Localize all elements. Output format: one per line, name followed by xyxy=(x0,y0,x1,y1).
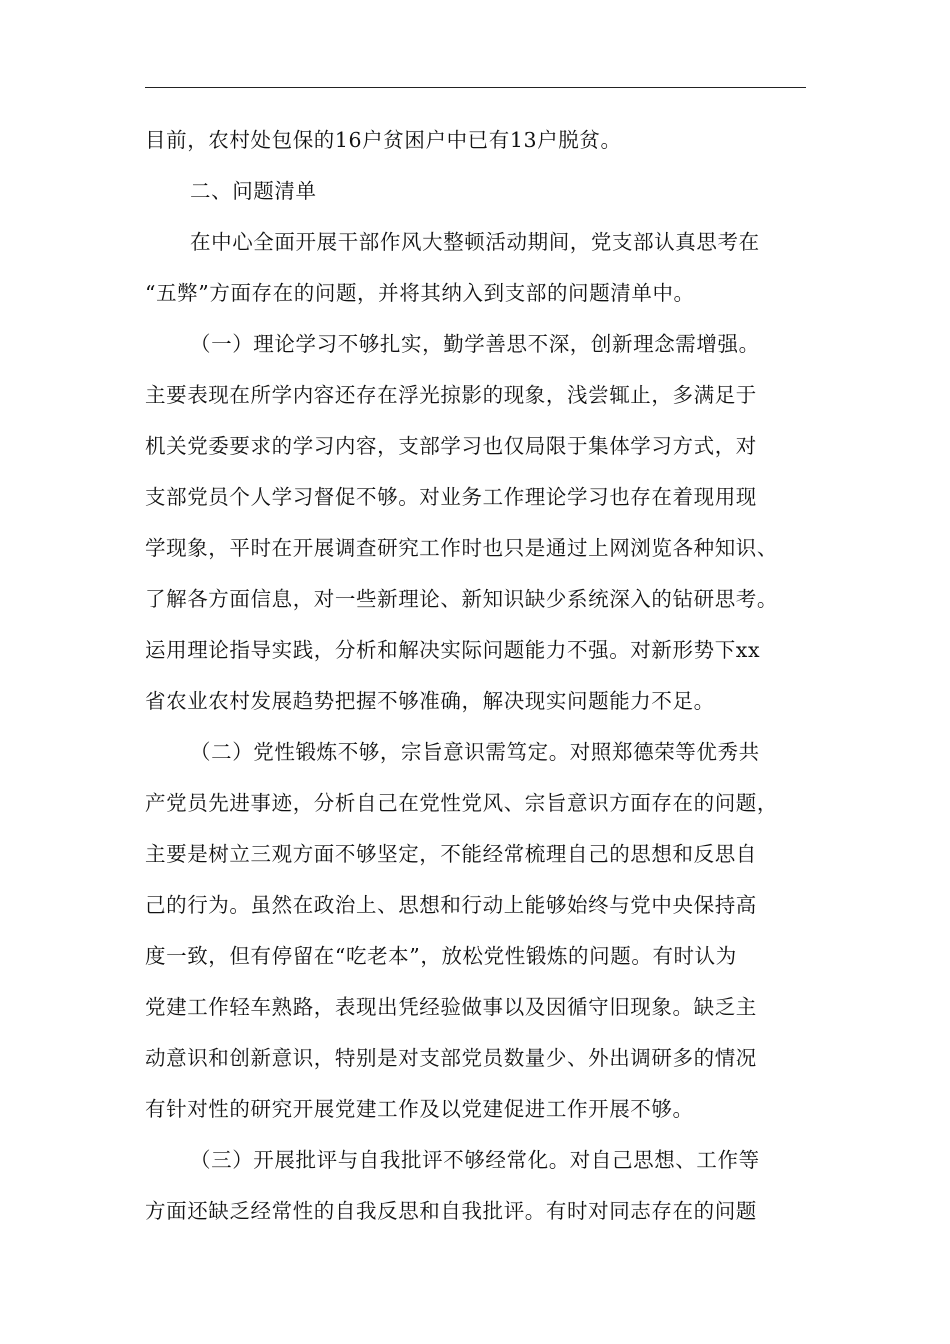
paragraph-line: 主要表现在所学内容还存在浮光掠影的现象，浅尝辄止，多满足于 xyxy=(145,383,757,407)
paragraph-line: 支部党员个人学习督促不够。对业务工作理论学习也存在着现用现 xyxy=(145,485,757,509)
paragraph-line: 主要是树立三观方面不够坚定，不能经常梳理自己的思想和反思自 xyxy=(145,842,757,866)
paragraph-line: 动意识和创新意识，特别是对支部党员数量少、外出调研多的情况 xyxy=(145,1046,757,1070)
paragraph-line: （三）开展批评与自我批评不够经常化。对自己思想、工作等 xyxy=(190,1148,760,1172)
paragraph-line: （一）理论学习不够扎实，勤学善思不深，创新理念需增强。 xyxy=(190,332,760,356)
paragraph-line: 党建工作轻车熟路，表现出凭经验做事以及因循守旧现象。缺乏主 xyxy=(145,995,757,1019)
paragraph-line: 有针对性的研究开展党建工作及以党建促进工作开展不够。 xyxy=(145,1097,694,1121)
paragraph-line: 运用理论指导实践，分析和解决实际问题能力不强。对新形势下xx xyxy=(145,638,761,662)
paragraph-line: 在中心全面开展干部作风大整顿活动期间，党支部认真思考在 xyxy=(190,230,760,254)
paragraph-line: 目前，农村处包保的16户贫困户中已有13户脱贫。 xyxy=(145,128,622,152)
paragraph-line: 机关党委要求的学习内容，支部学习也仅局限于集体学习方式，对 xyxy=(145,434,757,458)
paragraph-line: （二）党性锻炼不够，宗旨意识需笃定。对照郑德荣等优秀共 xyxy=(190,740,760,764)
paragraph-line: 方面还缺乏经常性的自我反思和自我批评。有时对同志存在的问题 xyxy=(145,1199,757,1223)
paragraph-line: 度一致，但有停留在“吃老本”，放松党性锻炼的问题。有时认为 xyxy=(145,944,737,968)
paragraph-line: 产党员先进事迹，分析自己在党性党风、宗旨意识方面存在的问题， xyxy=(145,791,778,815)
paragraph-line: 己的行为。虽然在政治上、思想和行动上能够始终与党中央保持高 xyxy=(145,893,757,917)
paragraph-line: 了解各方面信息，对一些新理论、新知识缺少系统深入的钻研思考。 xyxy=(145,587,778,611)
header-rule xyxy=(145,87,806,88)
paragraph-line: 学现象，平时在开展调查研究工作时也只是通过上网浏览各种知识、 xyxy=(145,536,778,560)
paragraph-line: “五弊”方面存在的问题，并将其纳入到支部的问题清单中。 xyxy=(145,281,695,305)
paragraph-line: 省农业农村发展趋势把握不够准确，解决现实问题能力不足。 xyxy=(145,689,715,713)
section-heading: 二、问题清单 xyxy=(190,179,317,203)
